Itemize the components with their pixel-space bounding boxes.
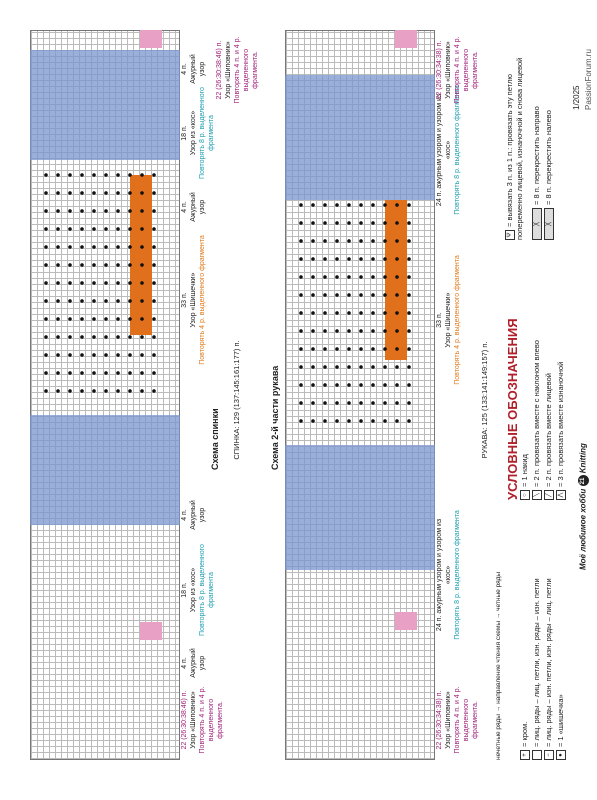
legend-item-purl: −= лиц. ряды – изн. петли, изн. ряды – лиц. петли [544, 578, 554, 760]
back-bobble-dots [40, 165, 160, 400]
page-number: 21 [578, 476, 589, 487]
back-section-2: 4 п. Ажурный узор [181, 648, 206, 678]
legend-item-knit: = лиц. ряды – лиц. петли, изн. ряды – изн. петли [532, 578, 542, 760]
sleeve-section-3: 33 п. Узор «Шишечки» Повторять 4 р. выделенного фрагмента [436, 255, 461, 385]
back-section-6: 4 п. Ажурный узор [181, 192, 206, 222]
legend-item-pull3: Ψ= вывязать 3 п. из 1 п.: провязать эту петлю попеременно лицевой, изнаночной и снова лицевой [505, 57, 525, 240]
back-rosehip-repeat-right [140, 622, 162, 640]
back-section-3: 18 п. Узор из «кос» Повторять 8 р. выделенного фрагмента [181, 544, 215, 636]
purl-icon: − [544, 750, 554, 760]
p3tog-icon: ⋀ [556, 490, 566, 500]
sleeve-rosehip-repeat-left [395, 30, 417, 48]
legend-item-edge: += кром. [520, 722, 530, 760]
sleeve-chart-title: Схема 2-й части рукава [270, 365, 280, 470]
legend-item-k2tog: ╱= 2 п. провязать вместе лицевой [544, 373, 554, 500]
legend-item-k2tog-left: ╲= 2 п. провязать вместе с наклоном влево [532, 340, 542, 500]
sleeve-section-1: 22 (26:30:34:38) п. Узор «Шиповник» Повторять 4 п. и 4 р. выделенного фрагмента. [436, 686, 479, 754]
k2tog-icon: ╱ [544, 490, 554, 500]
direction-note: нечетные ряды → направление чтения схемы → четные ряды [495, 571, 502, 760]
back-total: СПИНКА: 129 (137:145:161:177) п. [232, 340, 241, 460]
sleeve-section-2: 24 п. ажурным узором и узором из «кос» Повторять 8 р. выделенного фрагмента [436, 510, 461, 640]
back-rosehip-repeat-left [140, 30, 162, 48]
back-chart-title: Схема спинки [210, 408, 220, 470]
legend-item-yo: ○= 1 накид [520, 454, 530, 500]
back-section-4: 4 п. Ажурный узор [181, 500, 206, 530]
issue-number: 1/2025 [572, 85, 581, 110]
sleeve-section-4: 24 п. ажурным узором и узором из «кос» Повторять 8 р. выделенного фрагмента [436, 85, 461, 215]
sleeve-cable-repeat-right [285, 445, 435, 570]
edge-stitch-icon: + [520, 750, 530, 760]
back-section-5: 33 п. Узор «Шишечки» Повторять 4 р. выделенного фрагмента [181, 235, 206, 365]
back-section-1: 22 (26:30:38:46) п. Узор «Шиповник» Повторять 4 п. и 4 р. выделенного фрагмента. [181, 686, 224, 754]
sleeve-bobble-dots [295, 200, 415, 430]
back-section-8: 4 п. Ажурный узор [181, 54, 206, 84]
pull-3-icon: Ψ [505, 230, 515, 240]
magazine-brand: Моё любимое хобби 21 Knitting [578, 443, 588, 570]
back-section-7: 18 п. Узор из «кос» Повторять 8 р. выделенного фрагмента [181, 87, 215, 179]
sleeve-rosehip-repeat-right [395, 612, 417, 630]
legend-item-bobble: ●= 1 «шишечка» [556, 694, 566, 760]
legend-item-cross-right: ╳= 8 п. перекрестить направо [532, 106, 542, 240]
back-cable-repeat-right [30, 415, 180, 525]
k2tog-left-icon: ╲ [532, 490, 542, 500]
sleeve-total: РУКАВА: 125 (133:141:149:157) п. [480, 341, 489, 459]
knit-icon [532, 750, 542, 760]
legend-item-cross-left: ╳= 8 п. перекрестить налево [544, 110, 554, 240]
yarn-over-icon: ○ [520, 490, 530, 500]
sleeve-cable-repeat-left [285, 75, 435, 200]
cross-right-8-icon: ╳ [532, 208, 542, 240]
back-cable-repeat-left [30, 50, 180, 160]
watermark: PassionForum.ru [584, 49, 593, 110]
sleeve-section-5: 22 (26:30:34:38) п. Узор «Шиповник» Повторять 4 п. и 4 р. выделенного фрагмента. [436, 36, 479, 104]
legend-heading: УСЛОВНЫЕ ОБОЗНАЧЕНИЯ [505, 318, 520, 500]
cross-left-8-icon: ╳ [544, 208, 554, 240]
legend-item-p3tog: ⋀= 3 п. провязать вместе изнаночной [556, 362, 566, 500]
bobble-icon: ● [556, 750, 566, 760]
back-section-9: 22 (26:30:38:46) п. Узор «Шиповник» Повторять 4 п. и 4 р. выделенного фрагмента. [216, 36, 259, 104]
